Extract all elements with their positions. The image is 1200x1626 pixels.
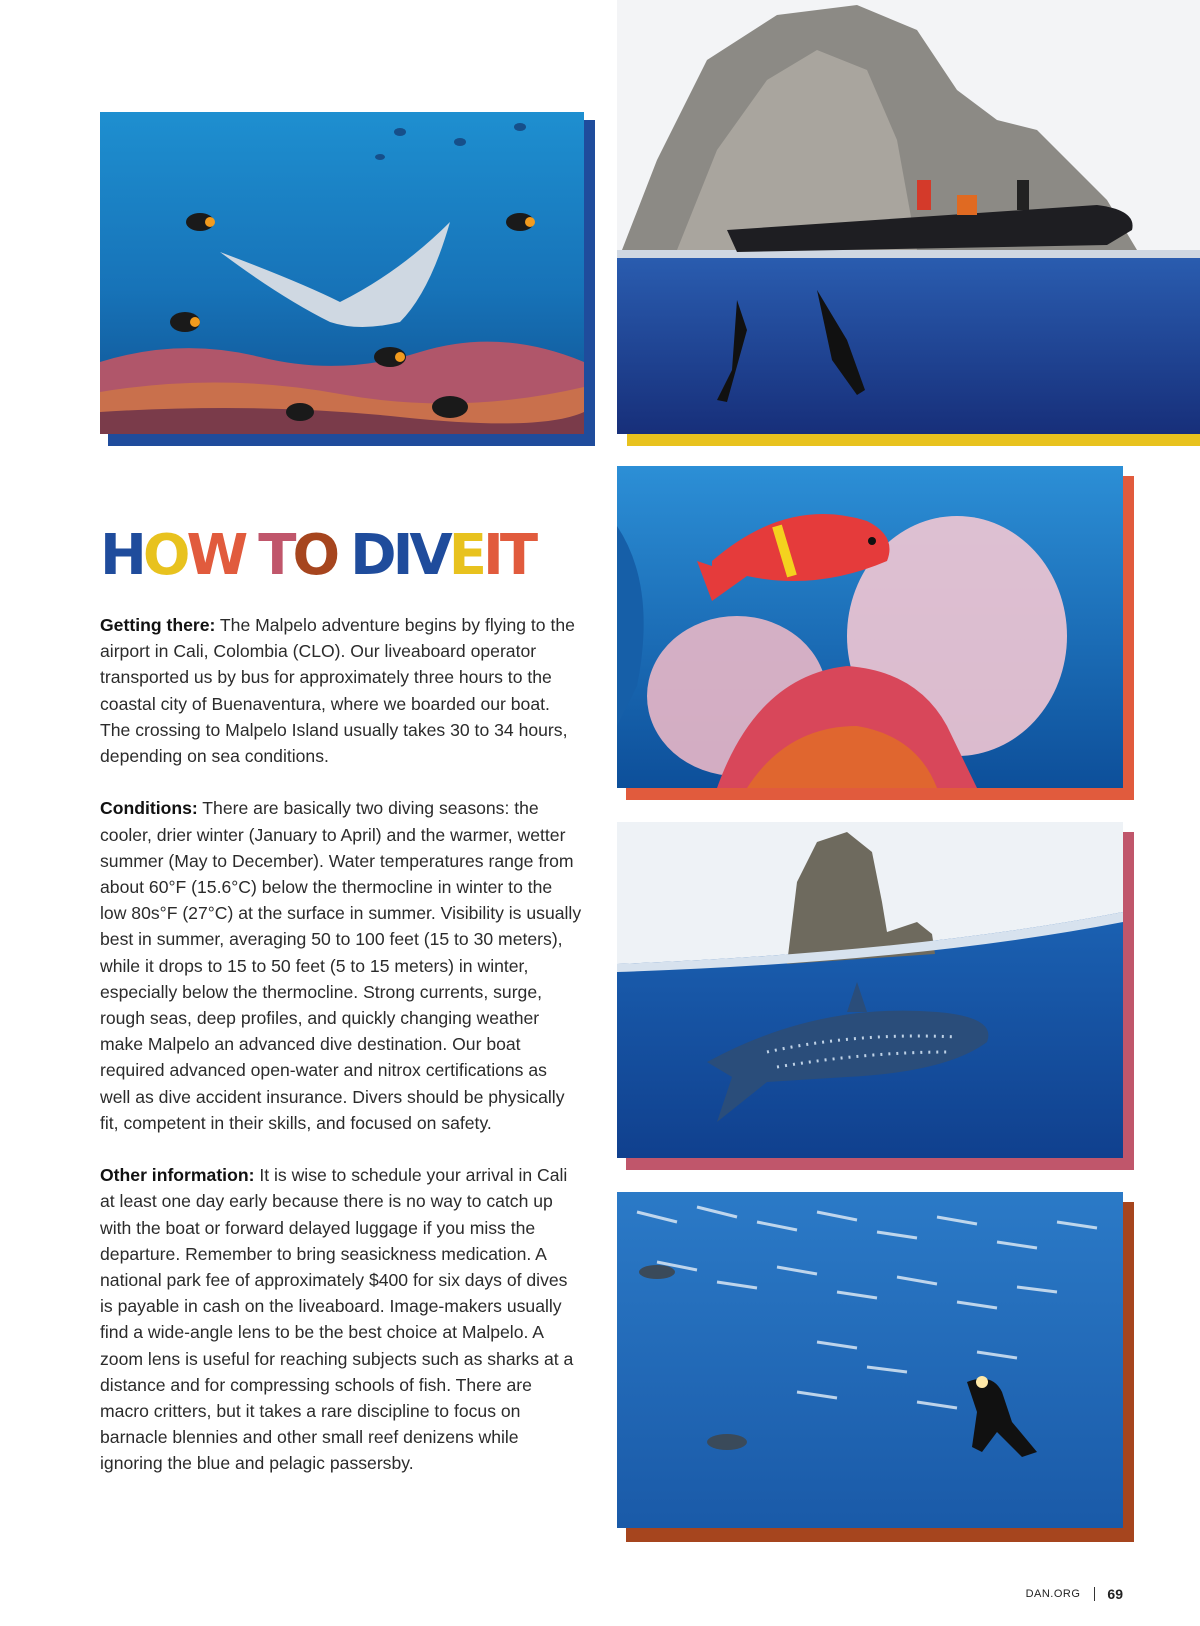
heading-space: [336, 528, 350, 584]
conditions-paragraph: [100, 795, 582, 1136]
heading-letter: W: [186, 523, 245, 588]
heading-space: [244, 528, 258, 584]
page-footer: [1026, 1586, 1123, 1602]
malpelo-boat-split-photo: [617, 0, 1200, 434]
other-information-label: Other information:: [100, 1165, 255, 1186]
heading-letter: I: [392, 523, 410, 588]
heading-letter: H: [100, 523, 143, 588]
hogfish-sea-fan-photo: [617, 466, 1123, 788]
barracuda-school-diver-photo: [617, 1192, 1123, 1528]
footer-divider: [1094, 1587, 1095, 1601]
other-information-text: It is wise to schedule your arrival in Cali at least one day early because there is no way to catch up with the boat or forward delayed luggage if you miss the departure. Remember to bring seasickness medication. A national park fee of approximately $400 for six days of dives is payable in cash on the liveaboard. Image-makers usually find a wide-angle lens to be the best choice at Malpelo. A zoom lens is useful for reaching subjects such as sharks at a distance and for compressing schools of fish. There are macro critters, but it takes a rare discipline to focus on barnacle blennies and other small reef denizens while ignoring the blue and pelagic passersby.: [100, 1165, 574, 1474]
heading-letter: T: [499, 523, 535, 588]
article-body: [100, 612, 582, 1503]
conditions-label: Conditions:: [100, 798, 198, 819]
accent-bar-yellow: [627, 434, 1200, 446]
footer-site-link[interactable]: DAN.ORG: [1025, 1588, 1081, 1600]
heading-letter: T: [258, 523, 293, 588]
getting-there-paragraph: [100, 612, 582, 769]
page-number: 69: [1107, 1586, 1123, 1602]
getting-there-text: The Malpelo adventure begins by flying to the airport in Cali, Colombia (CLO). Our liveaboard operator transported us by bus for approximately three hours to the coastal city of Buenaventura, where we boarded our boat. The crossing to Malpelo Island usually takes 30 to 34 hours, depending on sea conditions.: [100, 615, 575, 767]
heading-letter: O: [292, 523, 337, 588]
heading-letter: E: [448, 523, 484, 588]
other-information-paragraph: [100, 1162, 582, 1476]
conditions-text: There are basically two diving seasons: the cooler, drier winter (January to April) and the warmer, wetter summer (May to December). Water temperatures range from about 60°F (15.6°C) below the thermocline in winter to the low 80s°F (27°C) at the surface in summer. Visibility is usually best in summer, averaging 50 to 100 feet (15 to 30 meters), while it drops to 15 to 50 feet (5 to 15 meters) in winter, especially below the thermocline. Strong currents, surge, rough seas, deep profiles, and quickly changing weather make Malpelo an advanced dive destination. Our boat required advanced open-water and nitrox certifications as well as dive accident insurance. Divers should be physically fit, competent in their skills, and focused on safety.: [100, 798, 582, 1133]
getting-there-label: Getting there:: [100, 615, 216, 635]
heading-letter: I: [483, 523, 500, 588]
eagle-ray-reef-photo: [100, 112, 584, 434]
heading-letter: V: [409, 523, 449, 588]
heading-letter: D: [350, 523, 393, 588]
whale-shark-split-photo: [617, 822, 1123, 1158]
heading-letter: O: [142, 523, 187, 588]
how-to-dive-it-heading: [100, 523, 535, 588]
